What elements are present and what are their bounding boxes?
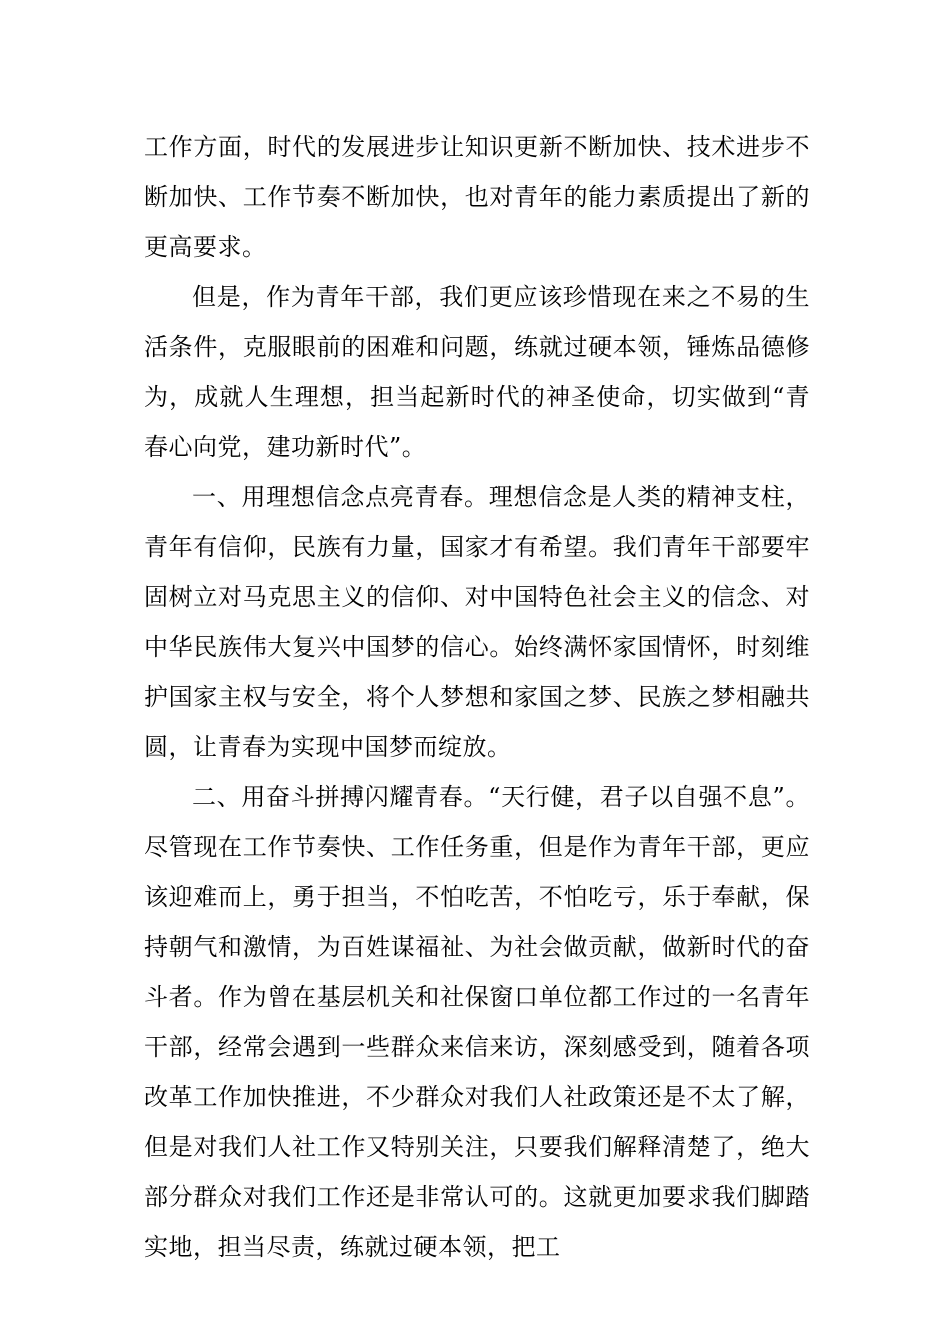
paragraph-3: 一、用理想信念点亮青春。理想信念是人类的精神支柱，青年有信仰，民族有力量，国家才有希望。我们青年干部要牢固树立对马克思主义的信仰、对中国特色社会主义的信念、对中华民族伟大复兴中国梦的信心。始终满怀家国情怀，时刻维护国家主权与安全，将个人梦想和家国之梦、民族之梦相融共圆，让青春为实现中国梦而绽放。 — [144, 483, 810, 761]
document-body — [144, 122, 810, 1272]
paragraph-1: 工作方面，时代的发展进步让知识更新不断加快、技术进步不断加快、工作节奏不断加快，也对青年的能力素质提出了新的更高要求。 — [144, 133, 810, 261]
paragraph-2: 但是，作为青年干部，我们更应该珍惜现在来之不易的生活条件，克服眼前的困难和问题，练就过硬本领，锤炼品德修为，成就人生理想，担当起新时代的神圣使命，切实做到“青春心向党，建功新时代”。 — [144, 283, 810, 461]
paragraph-4: 二、用奋斗拼搏闪耀青春。“天行健，君子以自强不息”。尽管现在工作节奏快、工作任务重，但是作为青年干部，更应该迎难而上，勇于担当，不怕吃苦，不怕吃亏，乐于奉献，保持朝气和激情，为百姓谋福祉、为社会做贡献，做新时代的奋斗者。作为曾在基层机关和社保窗口单位都工作过的一名青年干部，经常会遇到一些群众来信来访，深刻感受到，随着各项改革工作加快推进，不少群众对我们人社政策还是不太了解，但是对我们人社工作又特别关注，只要我们解释清楚了，绝大部分群众对我们工作还是非常认可的。这就更加要求我们脚踏实地，担当尽责，练就过硬本领，把工 — [144, 783, 810, 1261]
